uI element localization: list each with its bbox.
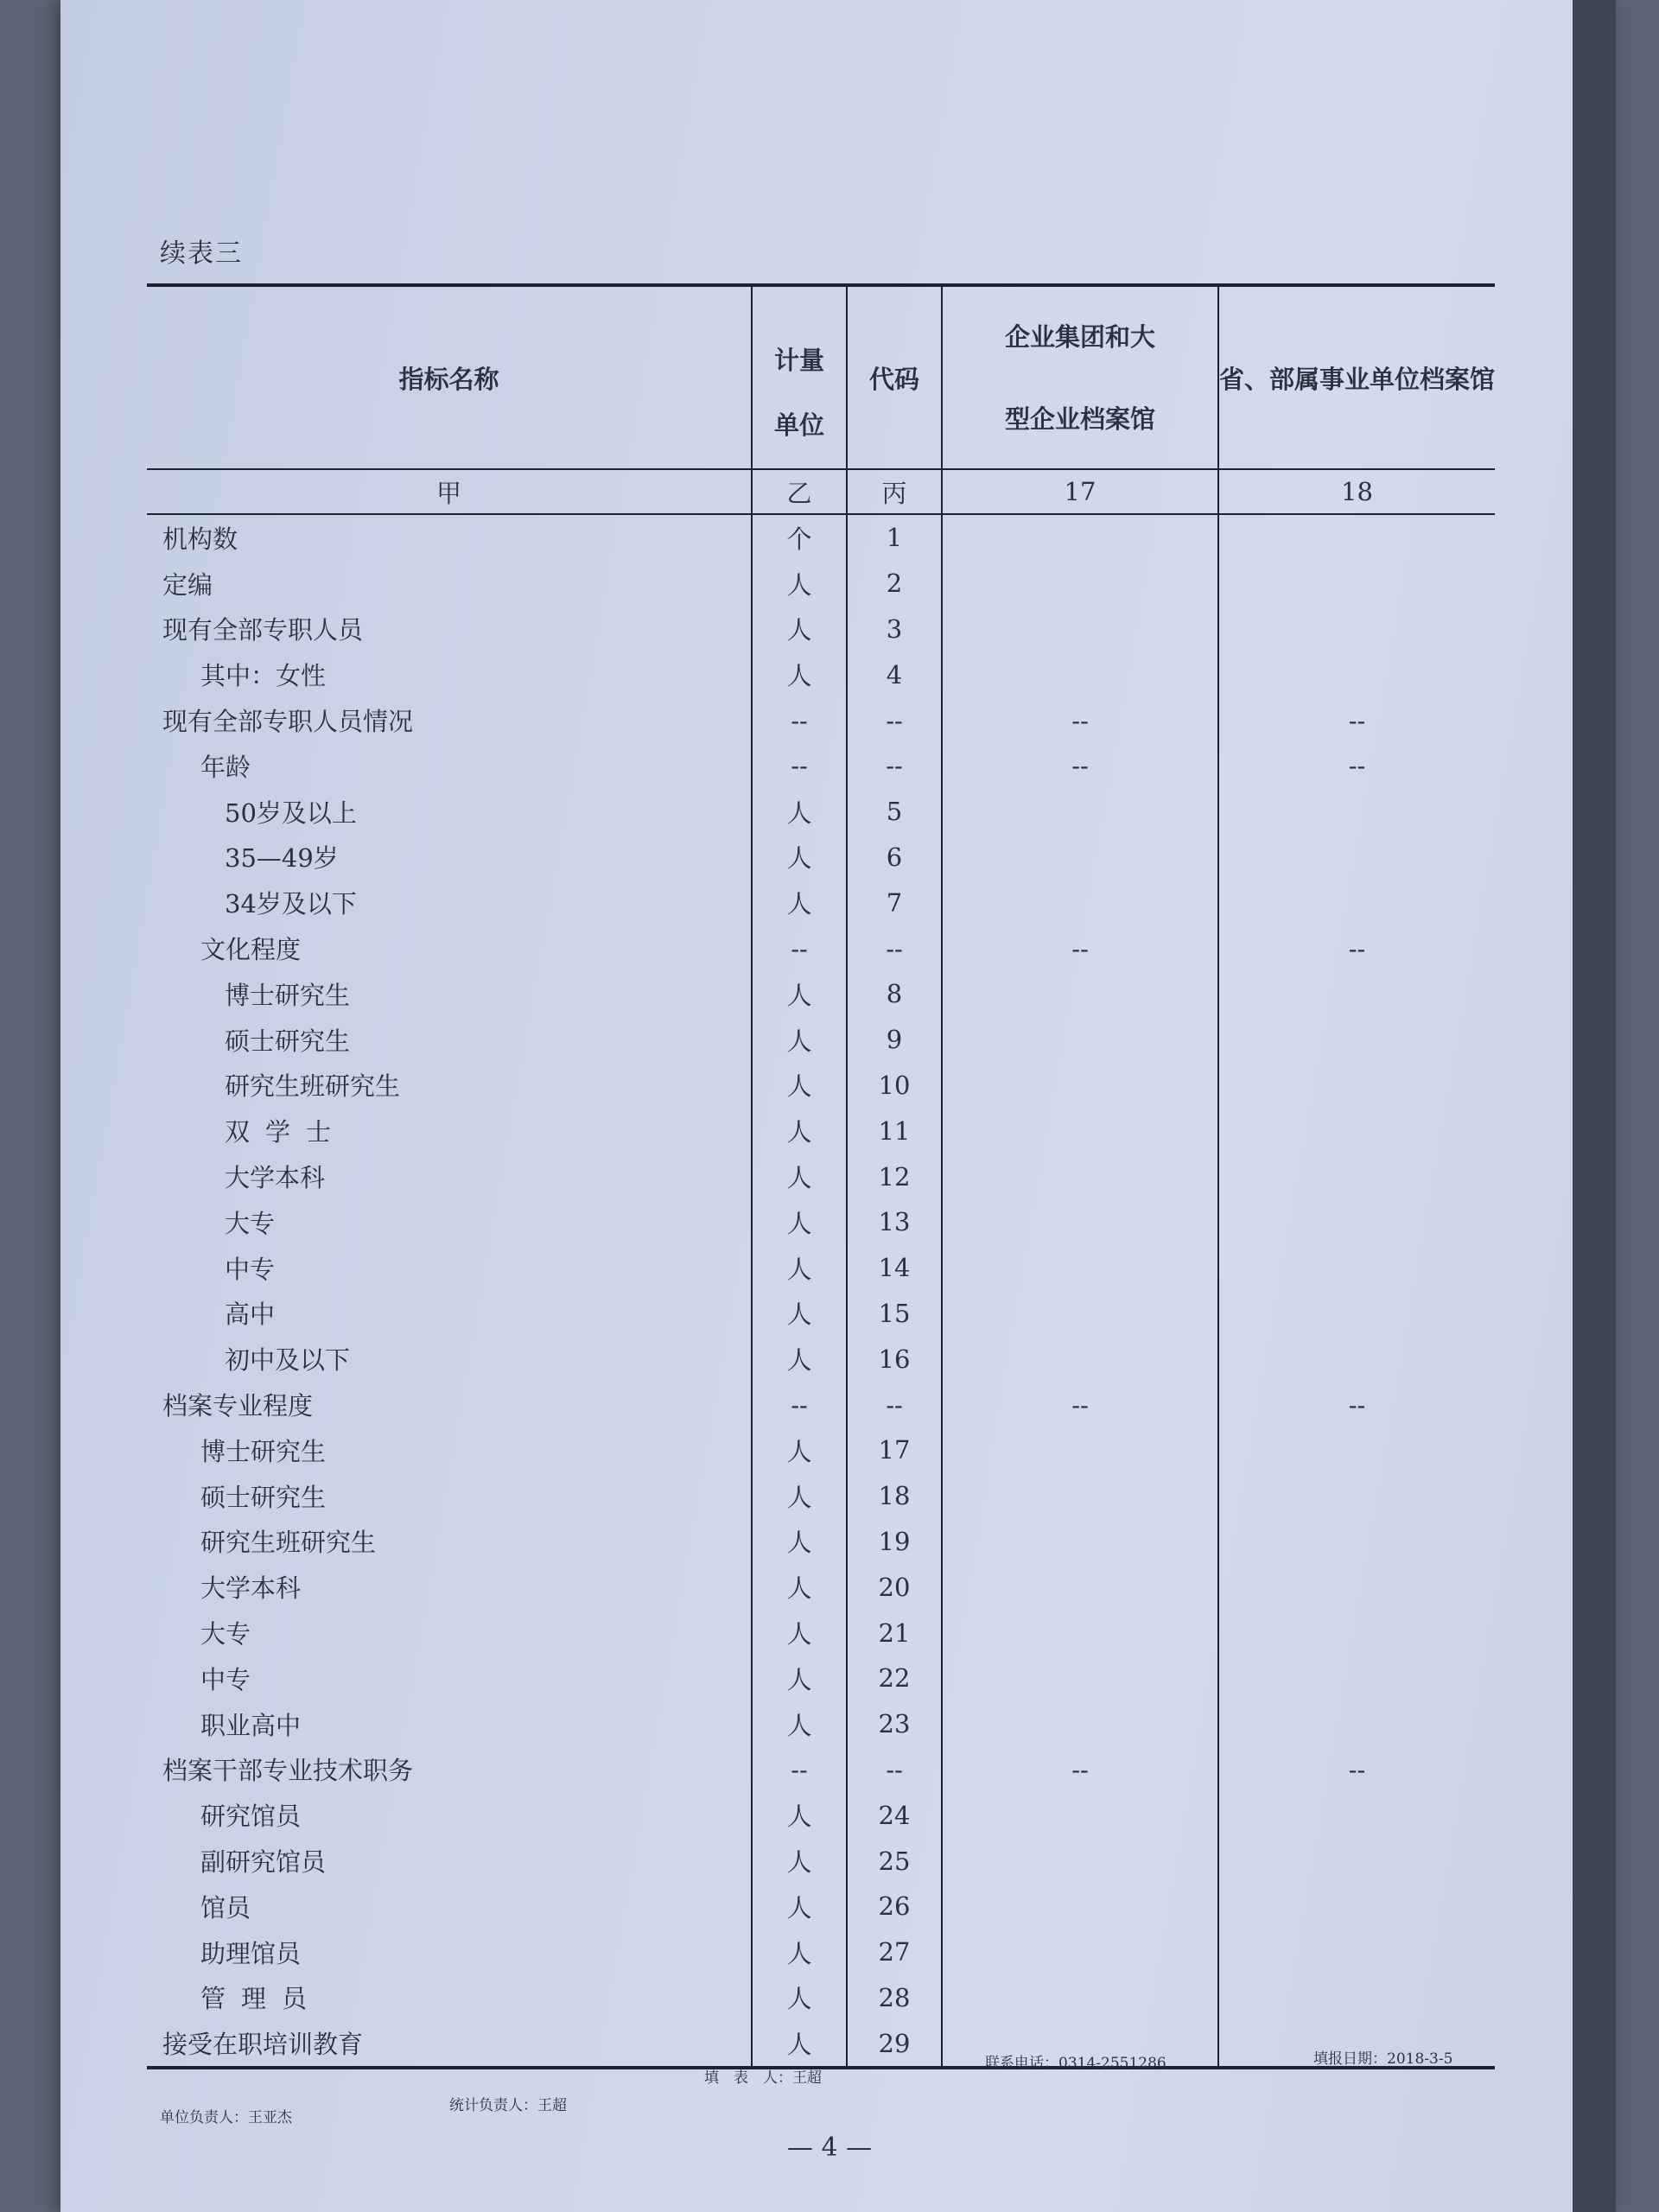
row-value-17 [942, 1701, 1218, 1747]
row-value-18 [1218, 561, 1495, 607]
row-code: 20 [847, 1564, 942, 1610]
row-value-18 [1218, 1929, 1495, 1975]
row-code: -- [847, 1747, 942, 1793]
row-name: 职业高中 [200, 1710, 302, 1740]
row-value-17 [942, 1063, 1218, 1109]
row-code: 10 [847, 1063, 942, 1109]
table-row [147, 1063, 1495, 1109]
footer-phone: 联系电话：0314-2551286 [985, 2055, 1166, 2072]
row-value-17 [942, 514, 1218, 561]
table-row [147, 697, 1495, 743]
row-code: 4 [847, 652, 942, 697]
table-row [147, 514, 1495, 561]
footer-filler: 填 表 人：王超 [704, 2069, 822, 2087]
row-unit: 个 [752, 514, 847, 561]
row-value-17 [942, 1199, 1218, 1245]
row-unit: 人 [752, 1336, 847, 1382]
row-value-17 [942, 1291, 1218, 1337]
row-unit: 人 [752, 1519, 847, 1565]
table-row [147, 1154, 1495, 1199]
row-value-17 [942, 971, 1218, 1017]
row-code: 28 [847, 1975, 942, 2021]
row-value-17 [942, 607, 1218, 652]
row-value-18 [1218, 1564, 1495, 1610]
table-row [147, 1519, 1495, 1565]
row-code: 8 [847, 971, 942, 1017]
table-row [147, 1610, 1495, 1656]
row-name: 大学本科 [200, 1573, 302, 1604]
row-unit: 人 [752, 789, 847, 835]
row-value-17: -- [942, 697, 1218, 743]
row-unit: 人 [752, 2020, 847, 2068]
row-code: 19 [847, 1519, 942, 1565]
row-name: 研究生班研究生 [225, 1071, 401, 1102]
row-code: 23 [847, 1701, 942, 1747]
row-value-18 [1218, 1838, 1495, 1884]
table-row [147, 835, 1495, 880]
row-unit: 人 [752, 1291, 847, 1337]
subheader-17: 17 [942, 469, 1218, 514]
row-name: 大专 [225, 1208, 276, 1238]
row-unit: 人 [752, 1884, 847, 1929]
row-value-18 [1218, 1610, 1495, 1656]
row-unit: 人 [752, 1154, 847, 1199]
row-value-18 [1218, 971, 1495, 1017]
row-name: 其中：女性 [200, 661, 327, 691]
subheader-row [147, 469, 1495, 514]
row-value-18 [1218, 880, 1495, 925]
table-row [147, 789, 1495, 835]
table-row [147, 1564, 1495, 1610]
row-value-18 [1218, 1245, 1495, 1291]
row-value-18 [1218, 789, 1495, 835]
row-value-17 [942, 1519, 1218, 1565]
row-code: 9 [847, 1017, 942, 1063]
table-row [147, 1427, 1495, 1473]
header-unit-line1: 计量 [773, 346, 824, 375]
row-value-17 [942, 1838, 1218, 1884]
row-code: 26 [847, 1884, 942, 1929]
row-code: 22 [847, 1656, 942, 1701]
row-value-18 [1218, 1108, 1495, 1154]
row-name: 中专 [225, 1254, 276, 1284]
row-name: 研究生班研究生 [200, 1528, 377, 1558]
table-row [147, 1929, 1495, 1975]
table-row [147, 880, 1495, 925]
row-code: 15 [847, 1291, 942, 1337]
row-code: 12 [847, 1154, 942, 1199]
table-row [147, 743, 1495, 789]
row-code: 25 [847, 1838, 942, 1884]
row-name: 双学士 [225, 1117, 347, 1147]
row-unit: 人 [752, 835, 847, 880]
row-value-18: -- [1218, 1382, 1495, 1427]
row-name: 年龄 [200, 752, 251, 782]
row-value-18 [1218, 1884, 1495, 1929]
row-unit: 人 [752, 652, 847, 697]
row-value-18 [1218, 835, 1495, 880]
row-value-18 [1218, 1656, 1495, 1701]
row-unit: 人 [752, 1473, 847, 1519]
row-name: 副研究馆员 [200, 1847, 327, 1877]
row-value-18 [1218, 1063, 1495, 1109]
row-name: 50岁及以上 [225, 798, 357, 828]
row-name: 现有全部专职人员情况 [162, 707, 414, 737]
table-row [147, 1199, 1495, 1245]
row-name: 档案干部专业技术职务 [162, 1756, 414, 1786]
row-name: 博士研究生 [200, 1436, 327, 1466]
row-unit: 人 [752, 607, 847, 652]
row-value-17 [942, 1610, 1218, 1656]
row-value-17 [942, 1427, 1218, 1473]
table-row [147, 2020, 1495, 2068]
row-value-18 [1218, 1199, 1495, 1245]
row-code: 17 [847, 1427, 942, 1473]
row-unit: 人 [752, 1063, 847, 1109]
row-code: 13 [847, 1199, 942, 1245]
row-unit: -- [752, 925, 847, 971]
table-body [147, 514, 1495, 2068]
row-name: 文化程度 [200, 935, 302, 965]
page-edge [1573, 0, 1616, 2212]
row-value-18 [1218, 1975, 1495, 2021]
header-unit [752, 285, 847, 469]
row-code: 6 [847, 835, 942, 880]
row-code: 18 [847, 1473, 942, 1519]
header-unit-line2: 单位 [773, 410, 824, 440]
subheader-name: 甲 [147, 469, 752, 514]
row-unit: 人 [752, 1564, 847, 1610]
row-value-18 [1218, 1336, 1495, 1382]
row-code: 16 [847, 1336, 942, 1382]
row-unit: 人 [752, 1245, 847, 1291]
row-value-17 [942, 1336, 1218, 1382]
row-value-17 [942, 652, 1218, 697]
row-value-17 [942, 1017, 1218, 1063]
row-value-17 [942, 1473, 1218, 1519]
row-code: 1 [847, 514, 942, 561]
row-unit: 人 [752, 880, 847, 925]
table-row [147, 1656, 1495, 1701]
row-code: 27 [847, 1929, 942, 1975]
row-value-18: -- [1218, 925, 1495, 971]
table-row [147, 1747, 1495, 1793]
row-name: 34岁及以下 [225, 889, 357, 919]
row-value-17 [942, 835, 1218, 880]
table-row [147, 925, 1495, 971]
subheader-unit: 乙 [752, 469, 847, 514]
table-row [147, 652, 1495, 697]
row-unit: 人 [752, 1792, 847, 1838]
table-row [147, 1884, 1495, 1929]
table-row [147, 1975, 1495, 2021]
row-code: 3 [847, 607, 942, 652]
header-row [147, 285, 1495, 469]
table-row [147, 1792, 1495, 1838]
row-name: 硕士研究生 [200, 1482, 327, 1512]
row-value-17 [942, 1154, 1218, 1199]
row-value-17: -- [942, 1382, 1218, 1427]
row-value-17 [942, 1929, 1218, 1975]
table-row [147, 971, 1495, 1017]
row-value-18 [1218, 514, 1495, 561]
row-unit: 人 [752, 1610, 847, 1656]
statistics-table [147, 283, 1495, 2069]
row-code: -- [847, 1382, 942, 1427]
row-value-18 [1218, 1291, 1495, 1337]
row-value-18: -- [1218, 1747, 1495, 1793]
row-code: 11 [847, 1108, 942, 1154]
row-unit: 人 [752, 1108, 847, 1154]
row-value-17 [942, 880, 1218, 925]
page-number: — 4 — [786, 2133, 873, 2163]
row-unit: 人 [752, 1199, 847, 1245]
row-value-18 [1218, 1017, 1495, 1063]
row-value-18 [1218, 652, 1495, 697]
row-name: 定编 [162, 569, 213, 600]
row-unit: -- [752, 1382, 847, 1427]
row-value-18: -- [1218, 743, 1495, 789]
row-value-17 [942, 1108, 1218, 1154]
row-name: 研究馆员 [200, 1802, 302, 1832]
row-value-17 [942, 561, 1218, 607]
header-col17 [942, 285, 1218, 469]
table-row [147, 1245, 1495, 1291]
row-unit: 人 [752, 1929, 847, 1975]
row-name: 管理员 [200, 1984, 323, 2014]
row-name: 机构数 [162, 524, 238, 554]
row-name: 中专 [200, 1664, 251, 1694]
row-value-18 [1218, 1701, 1495, 1747]
row-value-18 [1218, 607, 1495, 652]
row-unit: 人 [752, 1975, 847, 2021]
row-code: 7 [847, 880, 942, 925]
row-code: 24 [847, 1792, 942, 1838]
row-value-17: -- [942, 743, 1218, 789]
row-name: 大专 [200, 1619, 251, 1649]
row-value-18 [1218, 1427, 1495, 1473]
row-value-18 [1218, 1792, 1495, 1838]
row-value-18 [1218, 1473, 1495, 1519]
row-code: 2 [847, 561, 942, 607]
row-name: 馆员 [200, 1892, 251, 1923]
row-unit: 人 [752, 1017, 847, 1063]
row-name: 高中 [225, 1300, 276, 1330]
row-unit: -- [752, 743, 847, 789]
table-row [147, 1473, 1495, 1519]
row-value-17: -- [942, 1747, 1218, 1793]
row-name: 硕士研究生 [225, 1026, 351, 1056]
header-col17-line1: 企业集团和大 [1004, 321, 1155, 352]
row-unit: 人 [752, 971, 847, 1017]
row-name: 博士研究生 [225, 980, 351, 1010]
row-unit: -- [752, 1747, 847, 1793]
row-unit: 人 [752, 1656, 847, 1701]
table-row [147, 1108, 1495, 1154]
footer-stat-head: 统计负责人：王超 [449, 2097, 567, 2114]
row-value-18 [1218, 1519, 1495, 1565]
row-value-17 [942, 1792, 1218, 1838]
statistics-table-container [147, 283, 1495, 2069]
row-code: 29 [847, 2020, 942, 2068]
row-name: 档案专业程度 [162, 1391, 314, 1421]
table-caption: 续表三 [160, 238, 243, 269]
row-value-17 [942, 1245, 1218, 1291]
header-name: 指标名称 [147, 285, 752, 469]
row-code: -- [847, 925, 942, 971]
row-value-18: -- [1218, 697, 1495, 743]
row-value-17: -- [942, 925, 1218, 971]
row-unit: 人 [752, 1838, 847, 1884]
row-unit: 人 [752, 1701, 847, 1747]
table-row [147, 607, 1495, 652]
table-row [147, 561, 1495, 607]
table-row [147, 1291, 1495, 1337]
row-name: 初中及以下 [225, 1345, 351, 1376]
row-value-18 [1218, 1154, 1495, 1199]
row-name: 接受在职培训教育 [147, 2020, 752, 2068]
row-name: 35—49岁 [225, 843, 339, 874]
row-unit: 人 [752, 561, 847, 607]
row-value-17 [942, 1884, 1218, 1929]
row-code: 21 [847, 1610, 942, 1656]
row-unit: -- [752, 697, 847, 743]
row-name: 助理馆员 [200, 1938, 302, 1968]
header-col18: 省、部属事业单位档案馆 [1218, 285, 1495, 469]
table-row [147, 1838, 1495, 1884]
subheader-18: 18 [1218, 469, 1495, 514]
header-code: 代码 [847, 285, 942, 469]
row-code: 5 [847, 789, 942, 835]
row-name: 现有全部专职人员 [162, 615, 364, 645]
subheader-code: 丙 [847, 469, 942, 514]
footer-date: 填报日期：2018-3-5 [1313, 2050, 1453, 2068]
row-unit: 人 [752, 1427, 847, 1473]
table-row [147, 1017, 1495, 1063]
row-value-17 [942, 1656, 1218, 1701]
row-value-17 [942, 1564, 1218, 1610]
row-name: 大学本科 [225, 1163, 326, 1193]
row-value-17 [942, 1975, 1218, 2021]
row-value-17 [942, 789, 1218, 835]
footer-unit-head: 单位负责人：王亚杰 [160, 2109, 292, 2126]
table-row [147, 1382, 1495, 1427]
row-code: 14 [847, 1245, 942, 1291]
table-row [147, 1336, 1495, 1382]
table-row [147, 1701, 1495, 1747]
header-col17-line2: 型企业档案馆 [1004, 404, 1155, 434]
row-code: -- [847, 743, 942, 789]
row-code: -- [847, 697, 942, 743]
